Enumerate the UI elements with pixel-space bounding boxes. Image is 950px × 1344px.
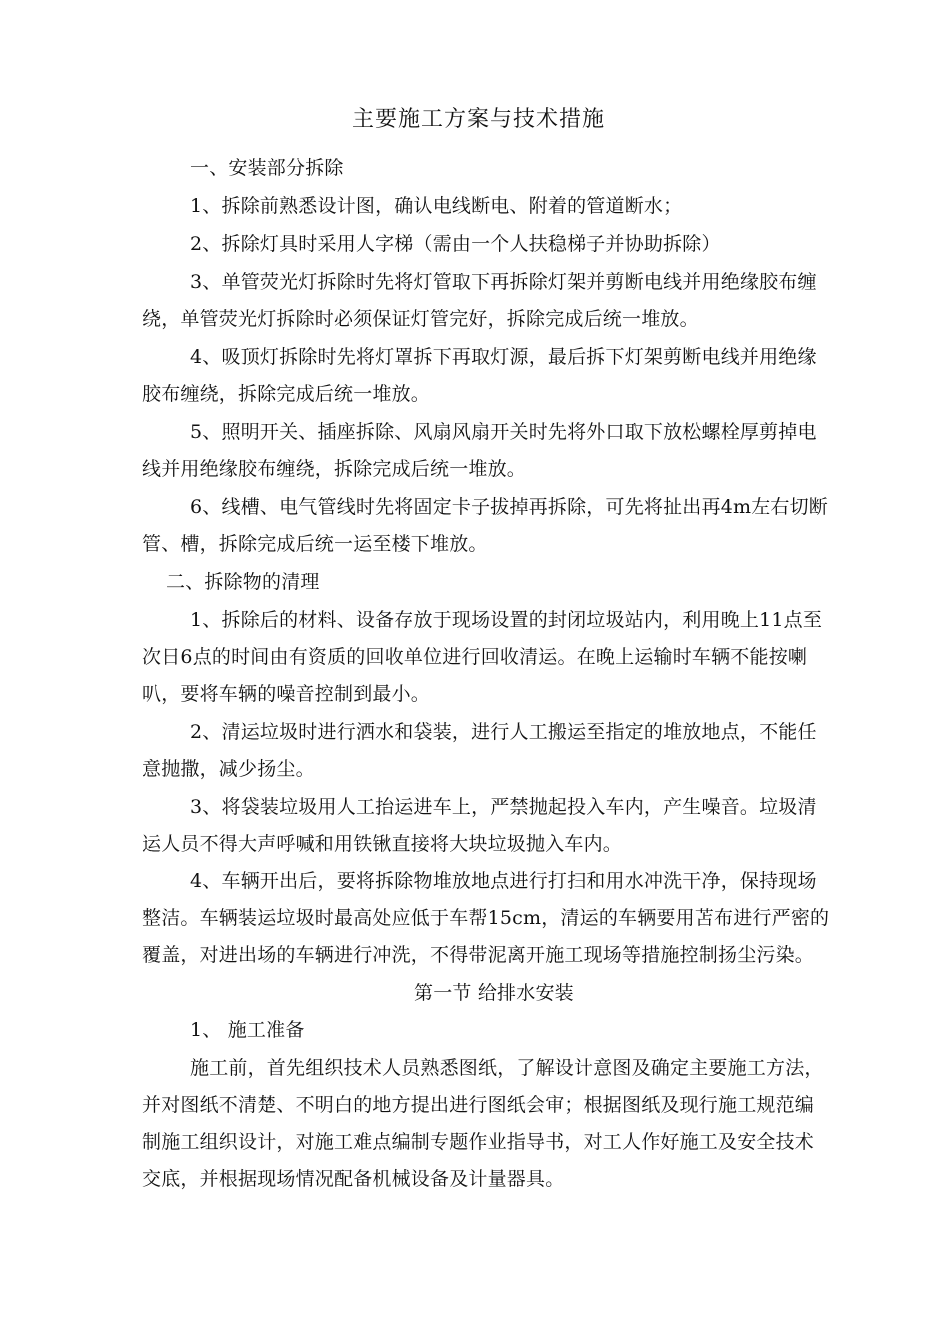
paragraph-line: 次日6点的时间由有资质的回收单位进行回收清运。在晚上运输时车辆不能按喇 [142,646,808,668]
paragraph-line: 1、拆除前熟悉设计图，确认电线断电、附着的管道断水； [190,195,683,217]
paragraph-line: 整洁。车辆装运垃圾时最高处应低于车帮15cm，清运的车辆要用苫布进行严密的 [142,907,830,929]
paragraph-line: 3、单管荧光灯拆除时先将灯管取下再拆除灯架并剪断电线并用绝缘胶布缠 [190,271,817,293]
paragraph-line: 覆盖，对进出场的车辆进行冲洗，不得带泥离开施工现场等措施控制扬尘污染。 [142,944,815,966]
paragraph-line: 线并用绝缘胶布缠绕，拆除完成后统一堆放。 [142,458,527,480]
section-heading-water-supply: 第一节 给排水安装 [414,982,574,1004]
paragraph-line: 1、拆除后的材料、设备存放于现场设置的封闭垃圾站内，利用晚上11点至 [190,609,823,631]
paragraph-line: 施工前，首先组织技术人员熟悉图纸，了解设计意图及确定主要施工方法， [190,1057,824,1079]
paragraph-line: 叭，要将车辆的噪音控制到最小。 [142,683,431,705]
paragraph-line: 交底，并根据现场情况配备机械设备及计量器具。 [142,1168,565,1190]
subheading-preparation: 1、 施工准备 [190,1019,305,1041]
paragraph-line: 6、线槽、电气管线时先将固定卡子拔掉再拆除，可先将扯出再4m左右切断 [190,496,828,518]
paragraph-line: 4、车辆开出后，要将拆除物堆放地点进行打扫和用水冲洗干净，保持现场 [190,870,817,892]
paragraph-line: 4、吸顶灯拆除时先将灯罩拆下再取灯源，最后拆下灯架剪断电线并用绝缘 [190,346,817,368]
paragraph-line: 绕，单管荧光灯拆除时必须保证灯管完好，拆除完成后统一堆放。 [142,308,699,330]
paragraph-line: 运人员不得大声呼喊和用铁锹直接将大块垃圾抛入车内。 [142,833,623,855]
paragraph-line: 3、将袋装垃圾用人工抬运进车上，严禁抛起投入车内，产生噪音。垃圾清 [190,796,817,818]
document-title: 主要施工方案与技术措施 [352,107,606,132]
paragraph-line: 并对图纸不清楚、不明白的地方提出进行图纸会审；根据图纸及现行施工规范编 [142,1094,815,1116]
paragraph-line: 制施工组织设计，对施工难点编制专题作业指导书，对工人作好施工及安全技术 [142,1131,815,1153]
paragraph-line: 2、拆除灯具时采用人字梯（需由一个人扶稳梯子并协助拆除） [190,233,721,255]
paragraph-line: 管、槽，拆除完成后统一运至楼下堆放。 [142,533,488,555]
paragraph-line: 5、照明开关、插座拆除、风扇风扇开关时先将外口取下放松螺栓厚剪掉电 [190,421,817,443]
paragraph-line: 胶布缠绕，拆除完成后统一堆放。 [142,383,431,405]
paragraph-line: 意抛撒，减少扬尘。 [142,758,315,780]
section-heading-cleanup: 二、拆除物的清理 [166,571,320,593]
section-heading-removal: 一、安装部分拆除 [190,157,344,179]
paragraph-line: 2、清运垃圾时进行洒水和袋装，进行人工搬运至指定的堆放地点，不能任 [190,721,817,743]
